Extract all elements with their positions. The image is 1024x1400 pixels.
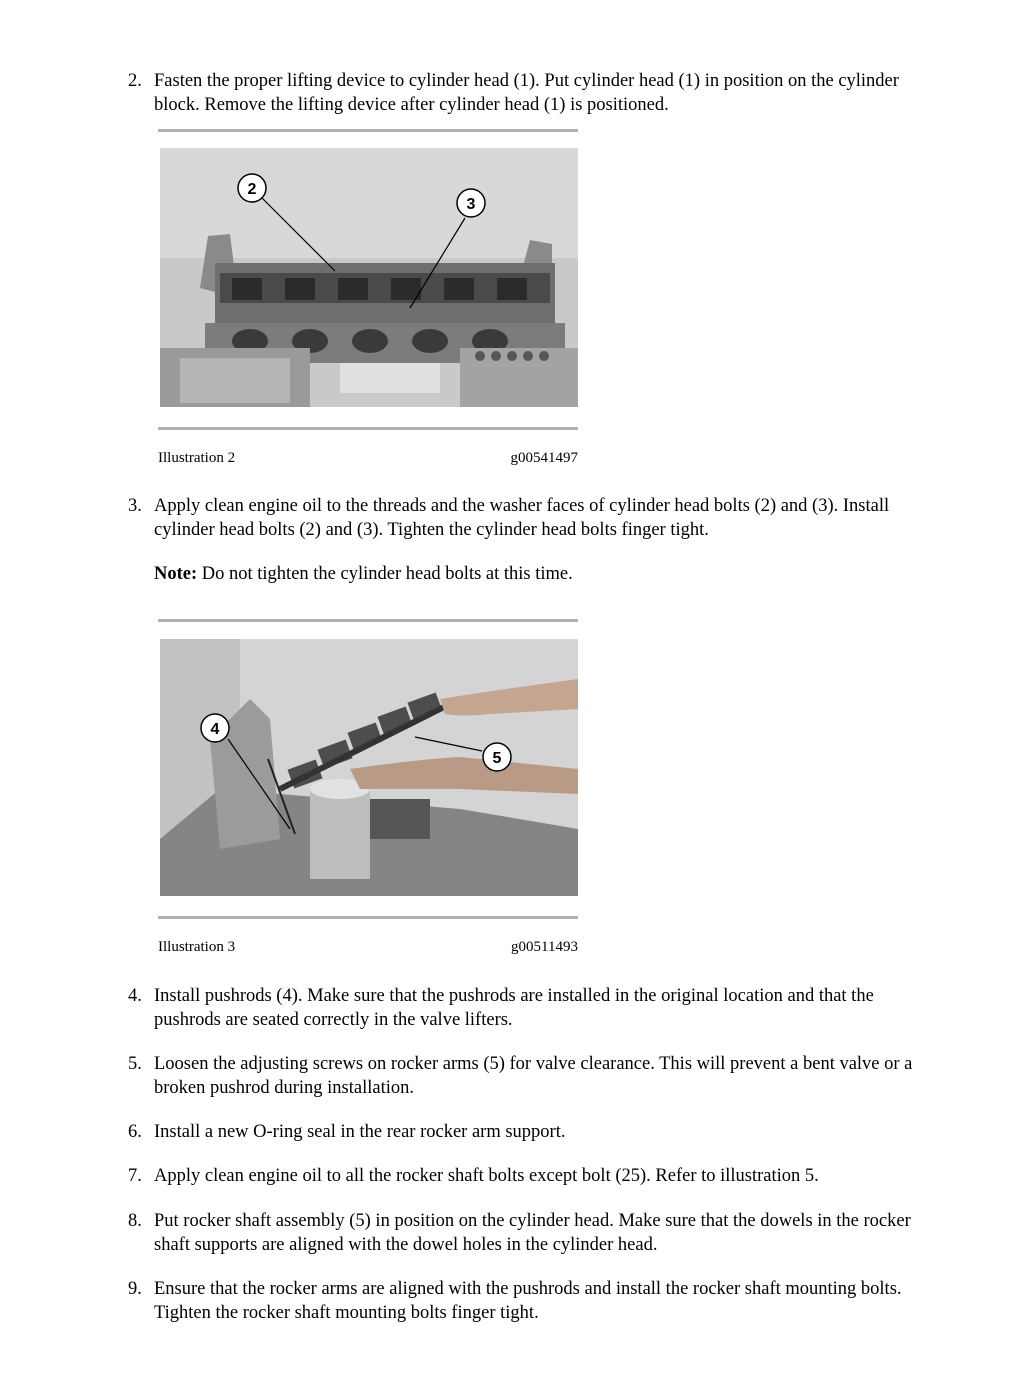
callout-3: 3 xyxy=(466,196,476,213)
note-label: Note: xyxy=(154,564,198,584)
illustration-2-caption xyxy=(158,450,578,467)
step-text: Install pushrods (4). Make sure that the pushrods are installed in the original location and that the pushrods are seated correctly in the valve lifters. xyxy=(154,986,874,1030)
step-number: 6. xyxy=(128,1122,142,1142)
step-text: Apply clean engine oil to the threads and the washer faces of cylinder head bolts (2) and (3). Install cylinder head bolts (2) and (3). Tighten the cylinder head bolts finger tight. xyxy=(154,496,890,540)
illustration-label: Illustration 2 xyxy=(158,450,236,466)
step-number: 7. xyxy=(128,1166,142,1186)
step-number: 4. xyxy=(128,986,142,1006)
illustration-3-caption xyxy=(158,939,578,956)
step-text: Ensure that the rocker arms are aligned with the pushrods and install the rocker shaft mounting bolts. Tighten the rocker shaft mounting bolts finger tight. xyxy=(154,1279,902,1323)
illustration-label: Illustration 3 xyxy=(158,939,236,955)
step-text: Apply clean engine oil to all the rocker shaft bolts except bolt (25). Refer to illustration 5. xyxy=(154,1166,819,1186)
step-text: Fasten the proper lifting device to cylinder head (1). Put cylinder head (1) in position on the cylinder block. Remove the lifting device after cylinder head (1) is positioned. xyxy=(154,71,899,115)
step-number: 2. xyxy=(128,71,142,91)
step-text: Loosen the adjusting screws on rocker arms (5) for valve clearance. This will prevent a bent valve or a broken pushrod during installation. xyxy=(154,1054,913,1098)
note-text: Do not tighten the cylinder head bolts at this time. xyxy=(197,564,573,584)
illustration-3-photo xyxy=(160,639,578,896)
figure-bottom-rule xyxy=(158,427,578,430)
step-text: Put rocker shaft assembly (5) in position on the cylinder head. Make sure that the dowels in the rocker shaft supports are aligned with the dowel holes in the cylinder head. xyxy=(154,1211,911,1255)
step-number: 9. xyxy=(128,1279,142,1299)
illustration-code: g00511493 xyxy=(511,939,578,955)
note xyxy=(154,562,573,586)
step-number: 5. xyxy=(128,1054,142,1074)
illustration-2-photo xyxy=(160,148,578,407)
figure-bottom-rule xyxy=(158,916,578,919)
figure-top-rule xyxy=(158,619,578,622)
callout-4: 4 xyxy=(210,721,220,738)
illustration-code: g00541497 xyxy=(510,450,578,466)
step-number: 8. xyxy=(128,1211,142,1231)
figure-top-rule xyxy=(158,129,578,132)
step-number: 3. xyxy=(128,496,142,516)
callout-5: 5 xyxy=(492,750,502,767)
step-text: Install a new O-ring seal in the rear rocker arm support. xyxy=(154,1122,566,1142)
callout-2: 2 xyxy=(247,181,257,198)
